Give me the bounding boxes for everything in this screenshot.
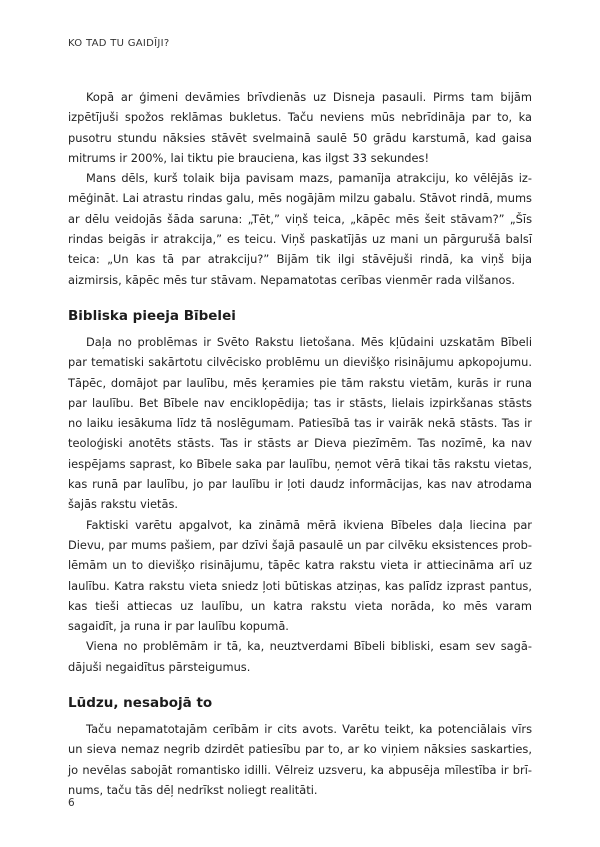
running-head: KO TAD TU GAIDĪJI? bbox=[68, 38, 170, 49]
paragraph: Mans dēls, kurš tolaik bija pavisam mazs, pamanīja atrakciju, ko vēlējās izmēģināt. Lai atrastu rindas galu, mēs nogājām milzu gabalu. Stāvot rindā, mums ar dēlu veidojās šāda saruna: „Tēt,” viņš teica, „kāpēc mēs šeit stāvam?” „Šīs rindas beigās ir atrakcija,” es teicu. Viņš paskatījās uz mani un pārgurušā balsī teica: „Un kas tā par atrakciju?” Bijām tik ilgi stāvējuši rindā, ka viņš bija aizmirsis, kāpēc mēs tur stāvam. Nepamatotas cerības vienmēr rada vilšanos. bbox=[68, 171, 532, 287]
body-text bbox=[68, 87, 532, 800]
paragraph: Viena no problēmām ir tā, ka, neuztverdami Bībeli bibliski, esam sev sagādājuši negaidītus pārsteigumus. bbox=[68, 639, 532, 674]
paragraph: Daļa no problēmas ir Svēto Rakstu lietošana. Mēs kļūdaini uzskatām Bībeli par tematiski sakārtotu cilvēcisko problēmu un dievišķo risinājumu apkopojumu. Tāpēc, domājot par laulību, mēs ķeramies pie tām rakstu vietām, kurās ir runa par laulību. Bet Bībele nav enciklopēdija; tas ir stāsts, lielais izpirkšanas stāsts no laiku iesākuma līdz tā noslēgumam. Patiesībā tas ir vairāk nekā stāsts. Tas ir teoloģiski anotēts stāsts. Tas ir stāsts ar Dieva piezīmēm. Tas nozīmē, ka nav iespējams saprast, ko Bībele saka par laulību, ņemot vērā tikai tās rakstu vietas, kas runā par laulību, jo par laulību ir ļoti daudz informācijas, kas nav atrodama šajās rakstu vietās. bbox=[68, 334, 532, 512]
paragraph: Kopā ar ģimeni devāmies brīvdienās uz Disneja pasauli. Pirms tam bijām izpētījuši spožos reklāmas bukletus. Taču neviens mūs nebrīdināja par to, ka pusotru stundu nāksies stāvēt svelmainā saulē 50 grādu karstumā, kad gaisa mitrums ir 200%, lai tiktu pie brauciena, kas ilgst 33 sekundes! bbox=[68, 90, 532, 165]
paragraph: Taču nepamatotajām cerībām ir cits avots. Varētu teikt, ka potenciālais vīrs un sieva nemaz negrib dzirdēt patiesību par to, ar ko viņiem nāksies saskarties, jo nevēlas sabojāt romantisko idilli. Vēlreiz uzsveru, ka abpusēja mīlestība ir brīnums, taču tās dēļ nedrīkst noliegt realitāti. bbox=[68, 722, 532, 797]
paragraph: Faktiski varētu apgalvot, ka zināmā mērā ikviena Bībeles daļa liecina par Dievu, par mums pašiem, par dzīvi šajā pasaulē un par cilvēku eksistences problēmām un to dievišķo risinājumu, tāpēc katra rakstu vieta ir attiecināma arī uz laulību. Katra rakstu vieta sniedz ļoti būtiskas atziņas, kas palīdz izprast pantus, kas tieši attiecas uz laulību, un katra rakstu vieta norāda, ko mēs varam sagaidīt, ja runa ir par laulību kopumā. bbox=[68, 517, 532, 634]
page-number: 6 bbox=[68, 797, 75, 809]
section-heading-please-dont-spoil: Lūdzu, nesabojā to bbox=[68, 695, 213, 712]
section-heading-biblical-approach: Bibliska pieeja Bībelei bbox=[68, 307, 236, 324]
